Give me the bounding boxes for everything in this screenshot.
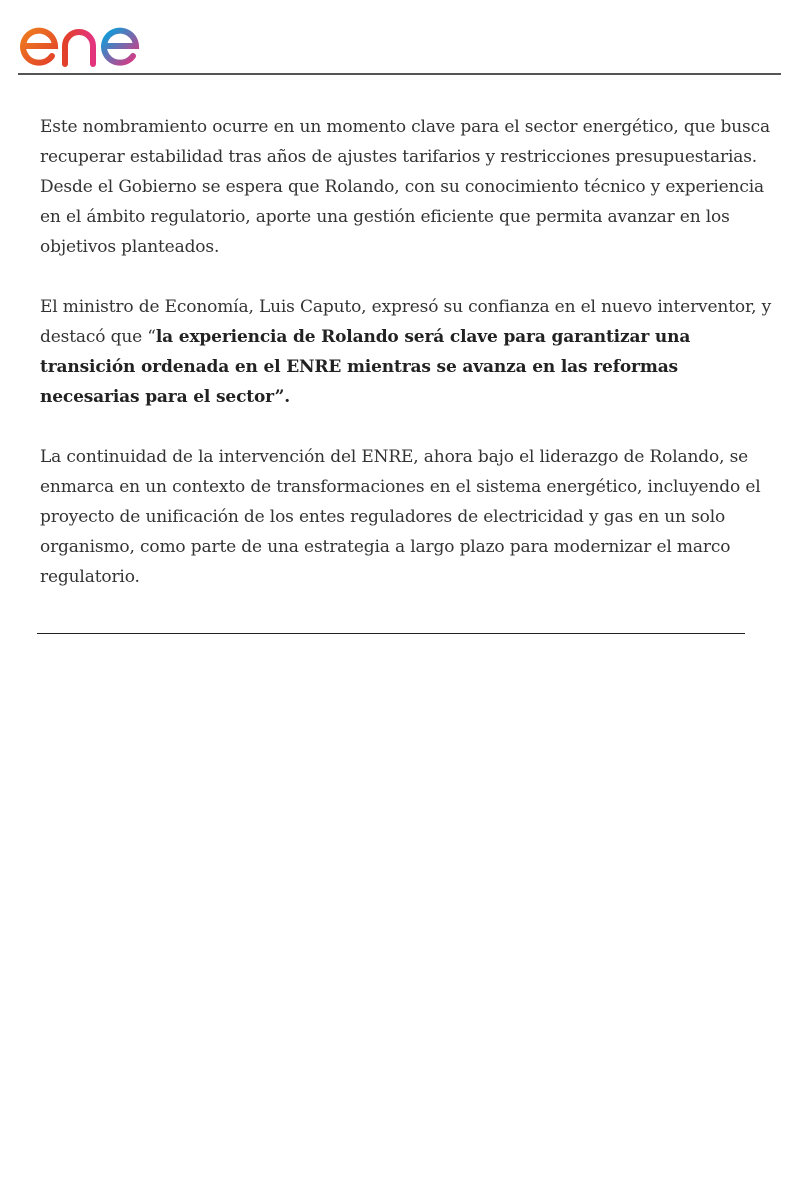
article-body xyxy=(40,112,780,622)
paragraph-3: La continuidad de la intervención del ENRE, ahora bajo el liderazgo de Rolando, se enmarca en un contexto de transformaciones en el sistema energético, incluyendo el proyecto de unificación de los entes reguladores de electricidad y gas en un solo organismo, como parte de una estrategia a largo plazo para modernizar el marco regulatorio. xyxy=(40,447,761,587)
paragraph-2-quote: la experiencia de Rolando será clave para garantizar una transición ordenada en el ENRE mientras se avanza en las reformas necesarias para el sector”. xyxy=(40,327,691,407)
content-divider xyxy=(37,633,745,634)
paragraph-2 xyxy=(40,292,780,412)
enel-logo[interactable] xyxy=(18,10,170,68)
paragraph-1: Este nombramiento ocurre en un momento clave para el sector energético, que busca recuperar estabilidad tras años de ajustes tarifarios y restricciones presupuestarias. Desde el Gobierno se espera que Rolando, con su conocimiento técnico y experiencia en el ámbito regulatorio, aporte una gestión eficiente que permita avanzar en los objetivos planteados. xyxy=(40,117,770,257)
paragraph-2-intro: El ministro de Economía, Luis Caputo, expresó su confianza en el nuevo interventor, y destacó que “ xyxy=(40,297,772,347)
site-header xyxy=(18,0,781,75)
